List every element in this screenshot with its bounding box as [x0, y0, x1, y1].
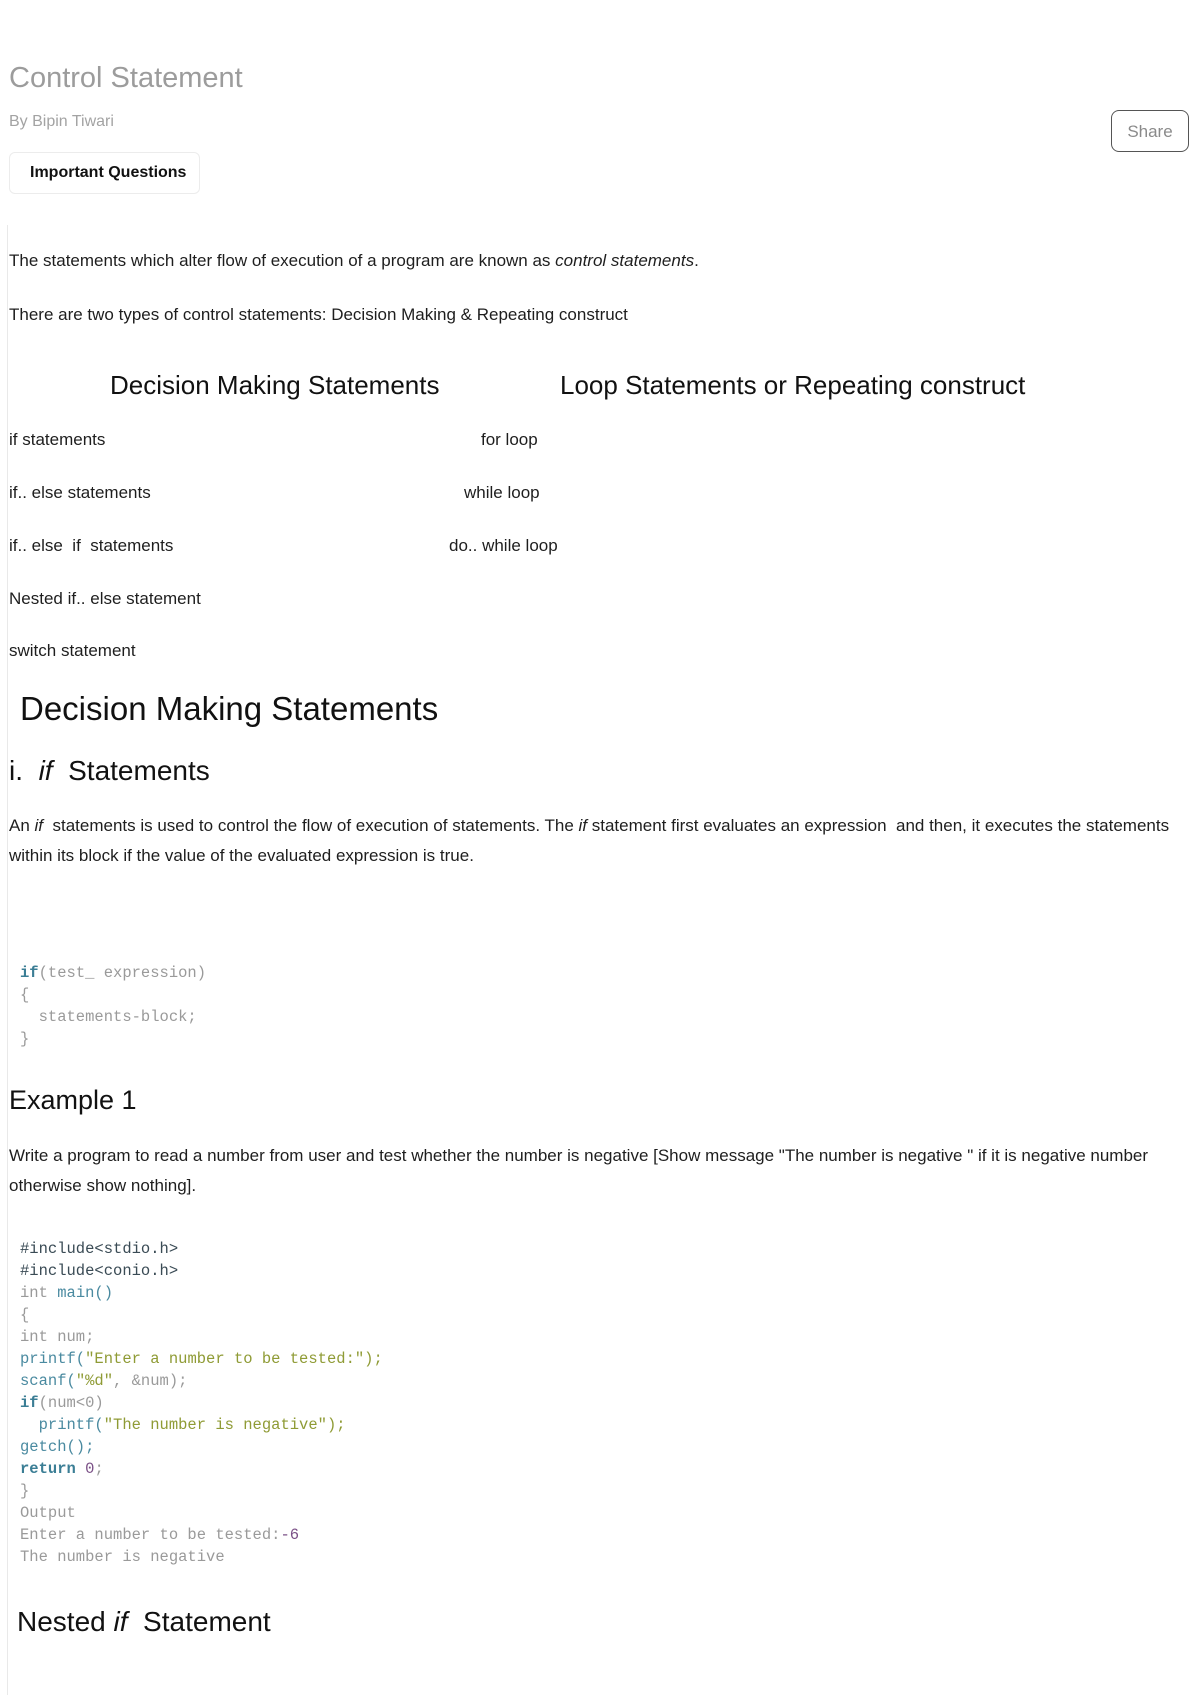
if-desc-part-1: An — [9, 816, 35, 835]
table-cell-decision-2: if.. else statements — [9, 483, 151, 502]
code-include-1: #include<stdio.h> — [20, 1240, 179, 1258]
example-1-heading: Example 1 — [9, 1085, 137, 1115]
code-end-3: ); — [326, 1416, 346, 1434]
code-brace-open: { — [20, 1306, 30, 1324]
if-desc-em-1: if — [34, 816, 44, 835]
code-return-keyword: return — [20, 1460, 86, 1478]
nested-heading-prefix: Nested — [17, 1606, 114, 1637]
code-scanf: scanf( — [20, 1372, 76, 1390]
code-keyword: if — [20, 964, 39, 982]
example-1-description: Write a program to read a number from user and test whether the number is negative [Show message "The number is negative " if it is negative number otherwise show nothing]. — [9, 1146, 1149, 1195]
code-int-keyword: int — [20, 1284, 58, 1302]
code-if-keyword: if — [20, 1394, 39, 1412]
code-string-3: "The number is negative" — [103, 1416, 327, 1434]
nested-if-heading — [17, 1606, 271, 1638]
if-heading-text: Statements — [52, 755, 210, 786]
table-cell-decision-3: if.. else if statements — [9, 536, 174, 555]
code-return-value: 0 — [85, 1460, 95, 1478]
code-main-fn: main() — [57, 1284, 114, 1302]
table-header-decision: Decision Making Statements — [110, 370, 440, 400]
article-page — [9, 0, 1189, 1698]
nested-heading-suffix: Statement — [127, 1606, 271, 1637]
if-desc-part-2: statements is used to control the flow of execution of statements. The — [43, 816, 579, 835]
code-output-number: -6 — [280, 1526, 300, 1544]
table-cell-loop-3: do.. while loop — [449, 536, 558, 555]
code-brace-close: } — [20, 1030, 30, 1048]
code-output-label: Output — [20, 1504, 76, 1522]
code-string-2: "%d" — [75, 1372, 114, 1390]
if-heading-em: if — [38, 755, 53, 786]
section-heading-decision: Decision Making Statements — [20, 690, 439, 727]
table-cell-loop-2: while loop — [464, 483, 540, 502]
category-tag[interactable]: Important Questions — [9, 152, 200, 194]
table-cell-loop-1: for loop — [481, 430, 538, 449]
intro-text: The statements which alter flow of execution of a program are known as — [9, 251, 556, 270]
if-statements-heading — [9, 755, 210, 787]
code-if-condition: (num<0) — [38, 1394, 104, 1412]
code-end-2: , &num); — [113, 1372, 188, 1390]
intro-paragraph-1 — [9, 246, 699, 276]
code-body: statements-block; — [20, 1008, 197, 1026]
code-printf-1: printf( — [20, 1350, 86, 1368]
share-button[interactable]: Share — [1111, 110, 1189, 152]
if-desc-em-2: if — [578, 816, 587, 835]
if-desc-part-3: statement first evaluates an expression and then, it executes the statements within its block if the value of the evaluated expression is true. — [9, 816, 1174, 865]
code-include-2: #include<conio.h> — [20, 1262, 179, 1280]
if-heading-number: i. — [9, 755, 39, 786]
author-byline: By Bipin Tiwari — [9, 113, 114, 130]
code-end-1: ); — [364, 1350, 383, 1368]
intro-emphasis: control statements — [555, 251, 695, 270]
code-declaration: int num; — [20, 1328, 95, 1346]
code-expression: (test_ expression) — [38, 964, 207, 982]
if-description — [9, 811, 1184, 871]
code-printf-2: printf( — [20, 1416, 104, 1434]
if-syntax-code-block — [20, 962, 206, 1050]
code-brace-close: } — [20, 1482, 30, 1500]
code-brace-open: { — [20, 986, 30, 1004]
table-cell-decision-1: if statements — [9, 430, 106, 449]
table-cell-decision-4: Nested if.. else statement — [9, 589, 201, 608]
code-return-end: ; — [94, 1460, 104, 1478]
nested-heading-em: if — [113, 1606, 128, 1637]
table-cell-decision-5: switch statement — [9, 641, 136, 660]
content-left-rule — [7, 225, 8, 1695]
code-output-line-1: Enter a number to be tested: — [20, 1526, 281, 1544]
code-output-line-2: The number is negative — [20, 1548, 225, 1566]
intro-period: . — [694, 251, 699, 270]
code-string-1: "Enter a number to be tested:" — [85, 1350, 365, 1368]
page-title: Control Statement — [9, 62, 243, 94]
example-1-code-block — [20, 1238, 383, 1568]
intro-paragraph-2: There are two types of control statements: Decision Making & Repeating construct — [9, 305, 628, 324]
table-header-loop: Loop Statements or Repeating construct — [560, 370, 1026, 400]
code-getch: getch(); — [20, 1438, 95, 1456]
